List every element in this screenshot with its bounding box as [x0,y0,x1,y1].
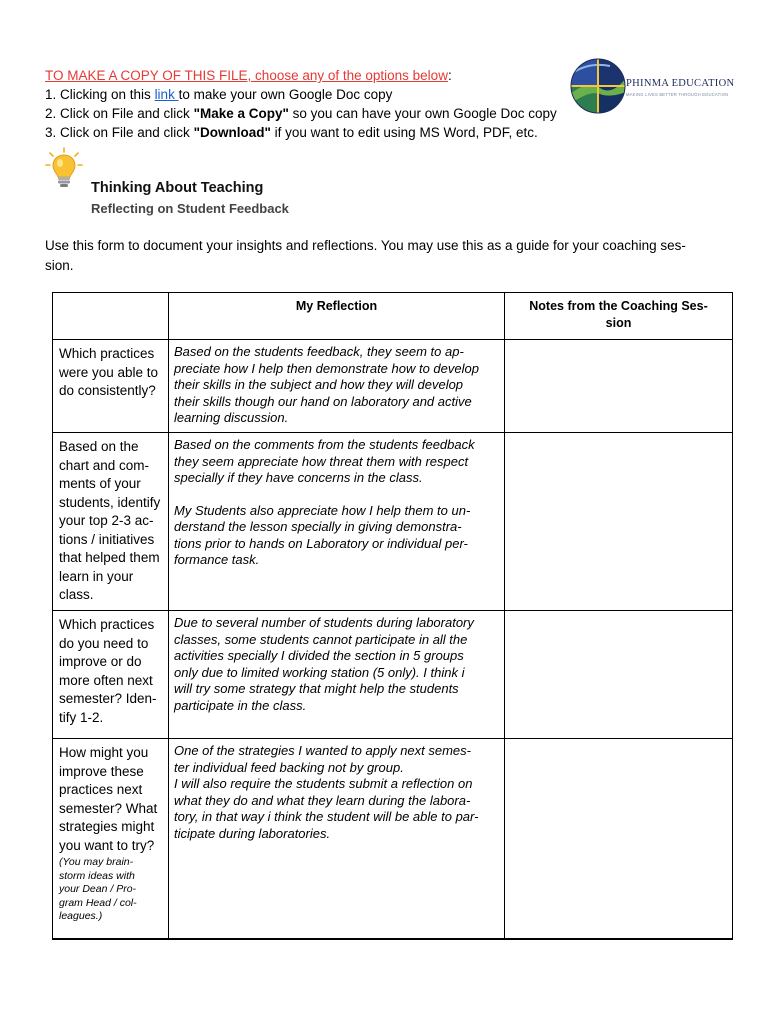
step2-suffix: so you can have your own Google Doc copy [288,106,557,121]
instructions-colon: : [447,68,452,83]
page-subtitle: Reflecting on Student Feedback [91,201,289,216]
reflection-line: I will also require the students submit a reflection on [174,776,473,791]
reflection-line: specially if they have concerns in the class. [174,470,423,485]
coaching-notes-cell[interactable] [505,611,733,739]
reflection-paragraph [174,743,499,776]
question-line: you want to try? [59,837,155,853]
instructions-title-line [45,66,557,85]
step2-bold: "Make a Copy" [193,106,289,121]
table-row [53,340,733,433]
question-line: ments of your [59,476,141,491]
reflection-line: they seem appreciate how threat them with respect [174,453,469,469]
page-title: Thinking About Teaching [91,180,264,196]
reflection-line: their skills though our hand on laboratory and active [174,393,472,409]
reflection-line: ter individual feed backing not by group. [174,759,404,775]
step3-bold: "Download" [193,125,271,140]
question-cell [53,433,169,611]
question-cell [53,611,169,739]
question-note [59,856,162,924]
coaching-notes-cell[interactable] [505,340,733,433]
reflection-line: their skills in the subject and how they will develop [174,377,464,392]
reflection-line: classes, some students cannot participate in all the [174,631,468,647]
reflection-cell[interactable] [169,340,505,433]
question-line: do consistently? [59,383,156,398]
copy-instructions [45,66,557,142]
question-line: semester? What [59,800,158,816]
question-cell [53,340,169,433]
reflection-line: participate in the class. [174,697,307,713]
question-line: tions / initiatives [59,531,155,547]
instruction-step-3 [45,123,557,142]
table-body [53,340,733,939]
question-line: that helped them [59,550,160,565]
question-line: practices next [59,782,143,797]
reflection-paragraph [174,437,499,487]
phinma-logo [570,58,760,120]
instruction-step-1 [45,85,557,104]
question-line: students, identify [59,494,161,510]
step3-suffix: if you want to edit using MS Word, PDF, etc. [270,125,538,140]
question-line: improve or do [59,654,142,669]
reflection-table [52,292,733,940]
step1-suffix: to make your own Google Doc copy [178,87,393,102]
reflection-paragraph [174,776,499,842]
header-coaching-notes-line2: sion [605,316,632,330]
question-line: do you need to [59,635,149,651]
question-line: learn in your [59,568,134,584]
logo-tagline: MAKING LIVES BETTER THROUGH EDUCATION [626,92,729,97]
lightbulb-icon [44,147,84,191]
table-row [53,739,733,939]
reflection-line: formance task. [174,552,260,567]
reflection-line: Based on the comments from the students feedback [174,437,475,452]
coaching-notes-cell[interactable] [505,739,733,939]
reflection-line: only due to limited working station (5 only). I think i [174,664,465,680]
question-line: more often next [59,672,153,688]
question-line: class. [59,587,94,602]
reflection-line: One of the strategies I wanted to apply next semes- [174,743,471,758]
copy-link[interactable]: link [154,87,179,102]
reflection-line: activities specially I divided the section in 5 groups [174,648,464,663]
header-my-reflection: My Reflection [169,293,505,340]
logo-brand: PHINMA EDUCATION [626,78,735,89]
reflection-line: preciate how I help then demonstrate how to develop [174,360,479,376]
reflection-line: learning discussion. [174,410,289,425]
reflection-line: My Students also appreciate how I help them to un- [174,502,471,518]
intro-line-1: Use this form to document your insights and reflections. You may use this as a guide for your coaching ses- [45,238,686,253]
reflection-line: what they do and what they learn during the labora- [174,792,471,808]
intro-line-2: sion. [45,258,74,273]
instruction-step-2 [45,104,557,123]
reflection-line: derstand the lesson specially in giving demonstra- [174,519,462,534]
question-line: Based on the [59,439,139,454]
table-row [53,611,733,739]
reflection-line: Due to several number of students during laboratory [174,615,474,630]
reflection-paragraph [174,344,499,427]
reflection-line: tory, in that way i think the student will be able to par- [174,809,479,824]
reflection-line: will try some strategy that might help the students [174,681,459,696]
question-line: Which practices [59,346,155,361]
phinma-globe-icon [570,58,626,114]
step1-prefix: 1. Clicking on this [45,87,155,102]
step3-prefix: 3. Click on File and click [45,125,194,140]
question-line: your top 2-3 ac- [59,513,154,528]
reflection-cell[interactable] [169,739,505,939]
reflection-line: ticipate during laboratories. [174,825,331,841]
reflection-paragraph [174,503,499,569]
question-line: were you able to [59,364,159,380]
question-note-line: your Dean / Pro- [59,883,137,895]
reflection-paragraph [174,615,499,714]
instructions-title: TO MAKE A COPY OF THIS FILE, choose any of the options below [45,68,448,83]
question-note-line: leagues.) [59,910,103,922]
question-note-line: (You may brain- [59,856,134,868]
reflection-line: tions prior to hands on Laboratory or individual per- [174,535,468,551]
question-line: improve these [59,763,144,779]
table-header-row [53,293,733,340]
header-coaching-notes-line1: Notes from the Coaching Ses- [529,299,708,313]
reflection-cell[interactable] [169,433,505,611]
header-blank-cell [53,293,169,340]
step2-prefix: 2. Click on File and click [45,106,194,121]
question-cell [53,739,169,939]
intro-paragraph [45,236,725,276]
reflection-line: Based on the students feedback, they seem to ap- [174,344,464,359]
question-line: How might you [59,745,149,760]
coaching-notes-cell[interactable] [505,433,733,611]
question-line: strategies might [59,819,155,834]
table-row [53,433,733,611]
question-note-line: gram Head / col- [59,896,137,909]
question-line: chart and com- [59,457,150,473]
header-coaching-notes [505,293,733,340]
question-note-line: storm ideas with [59,869,135,882]
question-line: semester? Iden- [59,691,157,706]
reflection-cell[interactable] [169,611,505,739]
question-line: tify 1-2. [59,709,104,725]
question-line: Which practices [59,617,155,632]
